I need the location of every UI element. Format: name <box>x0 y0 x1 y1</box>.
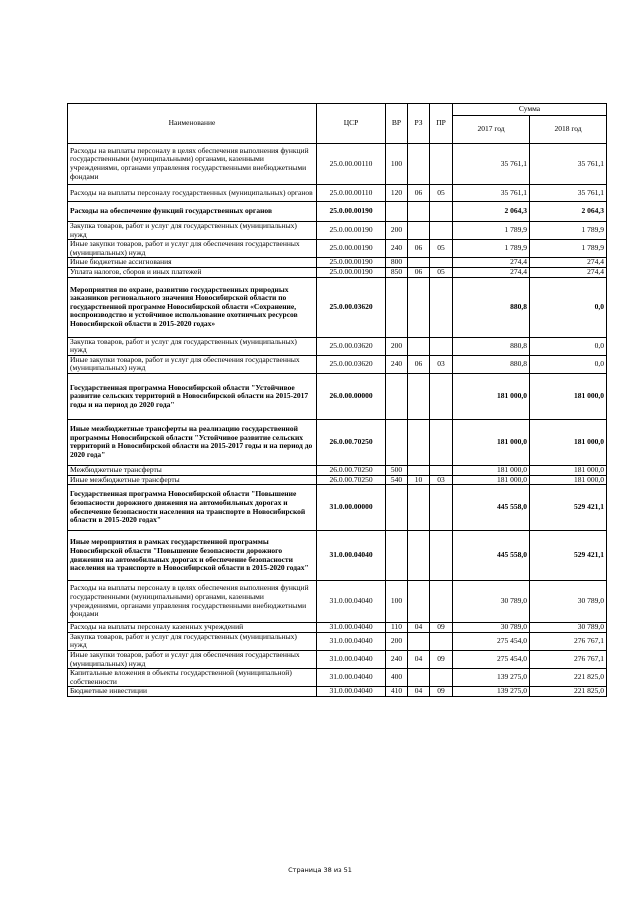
cell-name: Бюджетные инвестиции <box>68 687 317 697</box>
cell-rz: 06 <box>408 355 430 373</box>
table-row <box>68 669 607 687</box>
cell-y2018: 529 421,1 <box>530 531 607 581</box>
cell-rz <box>408 465 430 475</box>
cell-rz <box>408 581 430 623</box>
table-row <box>68 623 607 633</box>
cell-name: Закупка товаров, работ и услуг для государственных (муниципальных) нужд <box>68 222 317 240</box>
cell-csr: 31.0.00.00000 <box>317 485 386 531</box>
cell-vr <box>386 419 408 465</box>
table-row <box>68 650 607 668</box>
cell-vr: 100 <box>386 581 408 623</box>
cell-name: Иные межбюджетные трансферты на реализацию государственной программы Новосибирской области "Устойчивое развитие сельских территорий в Новосибирской области на 2015-2017 годы и на период до 2020 года" <box>68 419 317 465</box>
cell-csr: 31.0.00.04040 <box>317 531 386 581</box>
table-row <box>68 465 607 475</box>
cell-y2018: 276 767,1 <box>530 650 607 668</box>
cell-pr: 05 <box>430 267 453 277</box>
cell-y2018: 274,4 <box>530 258 607 268</box>
cell-pr <box>430 669 453 687</box>
cell-name: Иные закупки товаров, работ и услуг для обеспечения государственных (муниципальных) нужд <box>68 355 317 373</box>
cell-y2018: 181 000,0 <box>530 475 607 485</box>
header-pr: ПР <box>430 104 453 144</box>
cell-csr: 25.0.00.03620 <box>317 277 386 337</box>
cell-rz <box>408 202 430 222</box>
cell-rz <box>408 258 430 268</box>
cell-vr: 240 <box>386 240 408 258</box>
cell-rz <box>408 373 430 419</box>
cell-name: Межбюджетные трансферты <box>68 465 317 475</box>
cell-csr: 31.0.00.04040 <box>317 623 386 633</box>
cell-y2017: 445 558,0 <box>453 531 530 581</box>
cell-name: Закупка товаров, работ и услуг для государственных (муниципальных) нужд <box>68 632 317 650</box>
cell-vr: 540 <box>386 475 408 485</box>
cell-name: Иные межбюджетные трансферты <box>68 475 317 485</box>
cell-y2018: 276 767,1 <box>530 632 607 650</box>
header-csr: ЦСР <box>317 104 386 144</box>
page-footer: Страница 38 из 51 <box>288 866 352 874</box>
cell-name: Расходы на обеспечение функций государственных органов <box>68 202 317 222</box>
cell-vr <box>386 485 408 531</box>
cell-y2018: 0,0 <box>530 355 607 373</box>
cell-name: Расходы на выплаты персоналу государственных (муниципальных) органов <box>68 185 317 202</box>
cell-csr: 31.0.00.04040 <box>317 632 386 650</box>
cell-csr: 25.0.00.00110 <box>317 144 386 185</box>
cell-y2018: 0,0 <box>530 337 607 355</box>
cell-csr: 26.0.00.70250 <box>317 419 386 465</box>
cell-vr: 500 <box>386 465 408 475</box>
table-row <box>68 222 607 240</box>
cell-vr: 200 <box>386 337 408 355</box>
cell-rz <box>408 144 430 185</box>
cell-pr <box>430 581 453 623</box>
cell-y2017: 35 761,1 <box>453 185 530 202</box>
table-row <box>68 581 607 623</box>
cell-y2018: 181 000,0 <box>530 373 607 419</box>
table-row <box>68 337 607 355</box>
cell-y2017: 880,8 <box>453 337 530 355</box>
cell-csr: 25.0.00.00190 <box>317 258 386 268</box>
cell-pr <box>430 222 453 240</box>
cell-vr: 200 <box>386 222 408 240</box>
cell-pr <box>430 144 453 185</box>
cell-vr <box>386 373 408 419</box>
header-rz: РЗ <box>408 104 430 144</box>
cell-csr: 26.0.00.00000 <box>317 373 386 419</box>
cell-pr <box>430 465 453 475</box>
cell-vr: 240 <box>386 650 408 668</box>
table-row <box>68 185 607 202</box>
cell-pr <box>430 277 453 337</box>
cell-csr: 25.0.00.00190 <box>317 240 386 258</box>
cell-y2017: 181 000,0 <box>453 373 530 419</box>
cell-rz: 04 <box>408 650 430 668</box>
cell-pr <box>430 485 453 531</box>
cell-pr: 09 <box>430 623 453 633</box>
table-row <box>68 258 607 268</box>
cell-rz <box>408 531 430 581</box>
cell-vr <box>386 277 408 337</box>
cell-name: Расходы на выплаты персоналу в целях обеспечения выполнения функций государственными (муниципальными) органами, казенными учреждениями, органами управления государственными внебюджетными фондами <box>68 144 317 185</box>
table-row <box>68 531 607 581</box>
cell-csr: 25.0.00.03620 <box>317 337 386 355</box>
cell-y2018: 35 761,1 <box>530 185 607 202</box>
cell-name: Уплата налогов, сборов и иных платежей <box>68 267 317 277</box>
cell-pr <box>430 373 453 419</box>
table-row <box>68 373 607 419</box>
cell-pr: 09 <box>430 650 453 668</box>
cell-pr: 05 <box>430 185 453 202</box>
cell-csr: 31.0.00.04040 <box>317 650 386 668</box>
cell-vr: 850 <box>386 267 408 277</box>
cell-rz: 06 <box>408 240 430 258</box>
table-row <box>68 419 607 465</box>
cell-name: Иные закупки товаров, работ и услуг для обеспечения государственных (муниципальных) нужд <box>68 650 317 668</box>
cell-rz: 10 <box>408 475 430 485</box>
cell-csr: 26.0.00.70250 <box>317 465 386 475</box>
table-row <box>68 277 607 337</box>
cell-rz: 04 <box>408 623 430 633</box>
cell-rz <box>408 222 430 240</box>
cell-name: Капитальные вложения в объекты государственной (муниципальной) собственности <box>68 669 317 687</box>
cell-name: Иные закупки товаров, работ и услуг для обеспечения государственных (муниципальных) нужд <box>68 240 317 258</box>
cell-y2017: 139 275,0 <box>453 669 530 687</box>
cell-rz: 04 <box>408 687 430 697</box>
cell-name: Мероприятия по охране, развитию государственных природных заказников регионального значения Новосибирской области по государственной программе Новосибирской области «Сохранение, воспроизводство и устойчивое использование охотничьих ресурсов Новосибирской области в 2015-2020 годах» <box>68 277 317 337</box>
cell-pr <box>430 632 453 650</box>
cell-rz <box>408 669 430 687</box>
cell-name: Государственная программа Новосибирской области "Устойчивое развитие сельских территорий в Новосибирской области на 2015-2017 годы и на период до 2020 года" <box>68 373 317 419</box>
header-sum: Сумма <box>453 104 607 116</box>
cell-vr <box>386 531 408 581</box>
cell-name: Расходы на выплаты персоналу казенных учреждений <box>68 623 317 633</box>
cell-rz <box>408 485 430 531</box>
cell-pr: 05 <box>430 240 453 258</box>
cell-csr: 26.0.00.70250 <box>317 475 386 485</box>
cell-csr: 31.0.00.04040 <box>317 669 386 687</box>
cell-y2017: 30 789,0 <box>453 623 530 633</box>
cell-pr <box>430 258 453 268</box>
cell-y2017: 1 789,9 <box>453 222 530 240</box>
cell-csr: 25.0.00.00110 <box>317 185 386 202</box>
cell-y2017: 30 789,0 <box>453 581 530 623</box>
cell-name: Иные мероприятия в рамках государственной программы Новосибирской области "Повышение безопасности дорожного движения на автомобильных дорогах и обеспечение безопасности населения на транспорте в Новосибирской области в 2015-2020 годах" <box>68 531 317 581</box>
cell-rz <box>408 632 430 650</box>
cell-csr: 31.0.00.04040 <box>317 687 386 697</box>
header-2018: 2018 год <box>530 116 607 144</box>
cell-y2017: 274,4 <box>453 258 530 268</box>
cell-pr <box>430 337 453 355</box>
table-row <box>68 632 607 650</box>
cell-y2017: 181 000,0 <box>453 465 530 475</box>
cell-vr: 800 <box>386 258 408 268</box>
cell-vr: 400 <box>386 669 408 687</box>
cell-vr: 410 <box>386 687 408 697</box>
cell-rz <box>408 277 430 337</box>
cell-vr: 240 <box>386 355 408 373</box>
cell-pr <box>430 531 453 581</box>
cell-y2018: 181 000,0 <box>530 465 607 475</box>
cell-y2018: 529 421,1 <box>530 485 607 531</box>
cell-y2017: 880,8 <box>453 355 530 373</box>
cell-y2018: 274,4 <box>530 267 607 277</box>
cell-y2017: 880,8 <box>453 277 530 337</box>
cell-y2017: 275 454,0 <box>453 632 530 650</box>
header-vr: ВР <box>386 104 408 144</box>
cell-rz: 06 <box>408 185 430 202</box>
cell-y2017: 181 000,0 <box>453 475 530 485</box>
cell-vr: 120 <box>386 185 408 202</box>
cell-name: Иные бюджетные ассигнования <box>68 258 317 268</box>
cell-y2017: 35 761,1 <box>453 144 530 185</box>
cell-rz <box>408 337 430 355</box>
header-2017: 2017 год <box>453 116 530 144</box>
cell-csr: 31.0.00.04040 <box>317 581 386 623</box>
cell-rz <box>408 419 430 465</box>
cell-pr <box>430 419 453 465</box>
cell-y2017: 275 454,0 <box>453 650 530 668</box>
cell-y2018: 2 064,3 <box>530 202 607 222</box>
cell-y2018: 30 789,0 <box>530 581 607 623</box>
table-row <box>68 267 607 277</box>
cell-pr: 03 <box>430 475 453 485</box>
header-name: Наименование <box>68 104 317 144</box>
table-row <box>68 240 607 258</box>
cell-y2017: 181 000,0 <box>453 419 530 465</box>
cell-y2017: 1 789,9 <box>453 240 530 258</box>
cell-y2017: 2 064,3 <box>453 202 530 222</box>
cell-vr: 110 <box>386 623 408 633</box>
table-row <box>68 687 607 697</box>
table-row <box>68 475 607 485</box>
cell-y2017: 139 275,0 <box>453 687 530 697</box>
cell-y2018: 35 761,1 <box>530 144 607 185</box>
table-row <box>68 144 607 185</box>
cell-y2018: 1 789,9 <box>530 240 607 258</box>
cell-y2017: 445 558,0 <box>453 485 530 531</box>
cell-y2018: 30 789,0 <box>530 623 607 633</box>
cell-csr: 25.0.00.03620 <box>317 355 386 373</box>
header-row <box>68 104 607 116</box>
cell-pr: 03 <box>430 355 453 373</box>
cell-y2018: 221 825,0 <box>530 669 607 687</box>
cell-name: Государственная программа Новосибирской области "Повышение безопасности дорожного движения на автомобильных дорогах и обеспечение безопасности населения на транспорте в Новосибирской области в 2015-2020 годах" <box>68 485 317 531</box>
cell-rz: 06 <box>408 267 430 277</box>
table-row <box>68 202 607 222</box>
cell-y2018: 181 000,0 <box>530 419 607 465</box>
cell-name: Расходы на выплаты персоналу в целях обеспечения выполнения функций государственными (муниципальными) органами, казенными учреждениями, органами управления государственными внебюджетными фондами <box>68 581 317 623</box>
cell-y2018: 221 825,0 <box>530 687 607 697</box>
cell-y2018: 1 789,9 <box>530 222 607 240</box>
cell-vr <box>386 202 408 222</box>
cell-csr: 25.0.00.00190 <box>317 267 386 277</box>
table-row <box>68 485 607 531</box>
cell-csr: 25.0.00.00190 <box>317 202 386 222</box>
cell-vr: 100 <box>386 144 408 185</box>
cell-csr: 25.0.00.00190 <box>317 222 386 240</box>
cell-pr: 09 <box>430 687 453 697</box>
cell-vr: 200 <box>386 632 408 650</box>
cell-y2018: 0,0 <box>530 277 607 337</box>
cell-y2017: 274,4 <box>453 267 530 277</box>
cell-pr <box>430 202 453 222</box>
cell-name: Закупка товаров, работ и услуг для государственных (муниципальных) нужд <box>68 337 317 355</box>
budget-table <box>67 103 607 697</box>
table-row <box>68 355 607 373</box>
